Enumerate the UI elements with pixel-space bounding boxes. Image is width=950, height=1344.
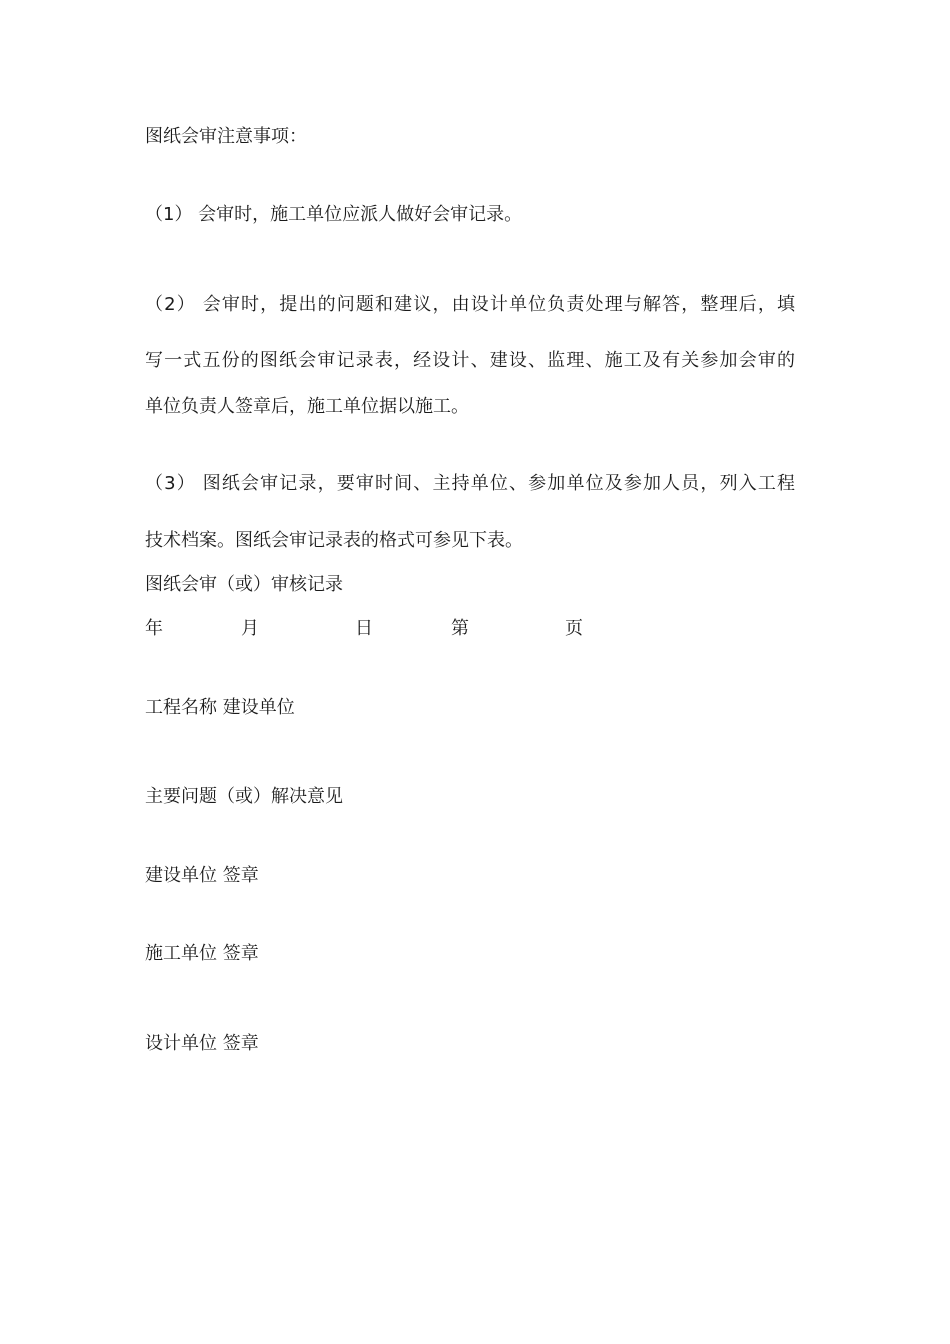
- form-project-row: 工程名称 建设单位: [145, 697, 295, 718]
- form-owner-sign-row: 建设单位 签章: [145, 865, 259, 886]
- notes-heading: 图纸会审注意事项：: [145, 126, 307, 147]
- form-title: 图纸会审（或）审核记录: [145, 574, 343, 595]
- page-number-suffix-label: 页: [565, 618, 583, 639]
- date-year-label: 年: [145, 618, 163, 639]
- form-designer-sign-row: 设计单位 签章: [145, 1033, 259, 1054]
- note-item-2-line-3: 单位负责人签章后，施工单位据以施工。: [145, 396, 469, 417]
- note-item-1: （1） 会审时，施工单位应派人做好会审记录。: [145, 204, 523, 225]
- note-item-3-line-1: （3） 图纸会审记录，要审时间、主持单位、参加单位及参加人员，列入工程: [145, 473, 795, 494]
- note-item-2-line-1: （2） 会审时，提出的问题和建议，由设计单位负责处理与解答，整理后，填: [145, 294, 795, 315]
- form-issues-row: 主要问题（或）解决意见: [145, 786, 343, 807]
- form-date-row: [0, 617, 950, 641]
- form-contractor-sign-row: 施工单位 签章: [145, 943, 259, 964]
- date-day-label: 日: [355, 618, 373, 639]
- note-item-2-line-2: 写一式五份的图纸会审记录表，经设计、建设、监理、施工及有关参加会审的: [145, 350, 795, 371]
- date-month-label: 月: [241, 618, 259, 639]
- page-number-prefix-label: 第: [451, 618, 469, 639]
- note-item-3-line-2: 技术档案。图纸会审记录表的格式可参见下表。: [145, 530, 523, 551]
